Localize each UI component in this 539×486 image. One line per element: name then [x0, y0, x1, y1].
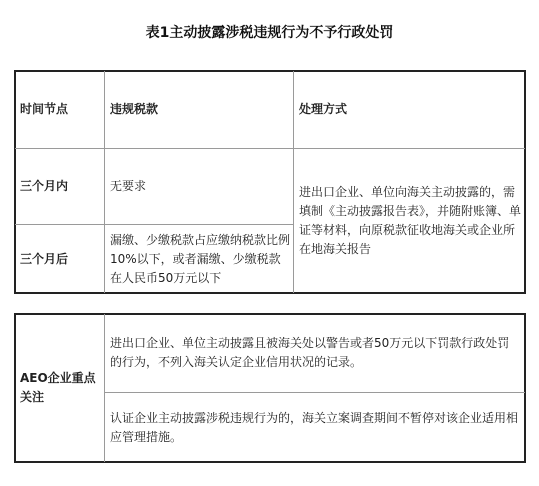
handling-description: 进出口企业、单位向海关主动披露的，需填制《主动披露报告表》，并随附账簿、单证等材料，向原税款征收地海关或企业所在地海关报告: [299, 185, 522, 256]
row-tax-within-3-months: 无要求: [110, 179, 147, 193]
row-time-after-3-months: 三个月后: [20, 251, 69, 266]
table1-divider: [104, 71, 105, 293]
header-tax-violation: 违规税款: [110, 102, 159, 116]
header-time-node: 时间节点: [20, 102, 69, 116]
aeo-label: AEO企业重点关注: [20, 371, 96, 404]
table1-divider: [293, 71, 294, 293]
table2-divider: [104, 314, 105, 462]
row-tax-after-3-months: 漏缴、少缴税款占应缴纳税款比例10%以下，或者漏缴、少缴税款在人民币50万元以下: [110, 232, 291, 285]
header-handling: 处理方式: [299, 102, 348, 116]
aeo-item: 进出口企业、单位主动披露且被海关处以警告或者50万元以下罚款行政处罚的行为，不列入海关认定企业信用状况的记录。: [110, 336, 510, 369]
page-title: 表1主动披露涉税违规行为不予行政处罚: [145, 25, 394, 41]
row-time-within-3-months: 三个月内: [20, 179, 69, 193]
aeo-item: 认证企业主动披露涉税违规行为的，海关立案调查期间不暂停对该企业适用相应管理措施。: [110, 410, 519, 444]
